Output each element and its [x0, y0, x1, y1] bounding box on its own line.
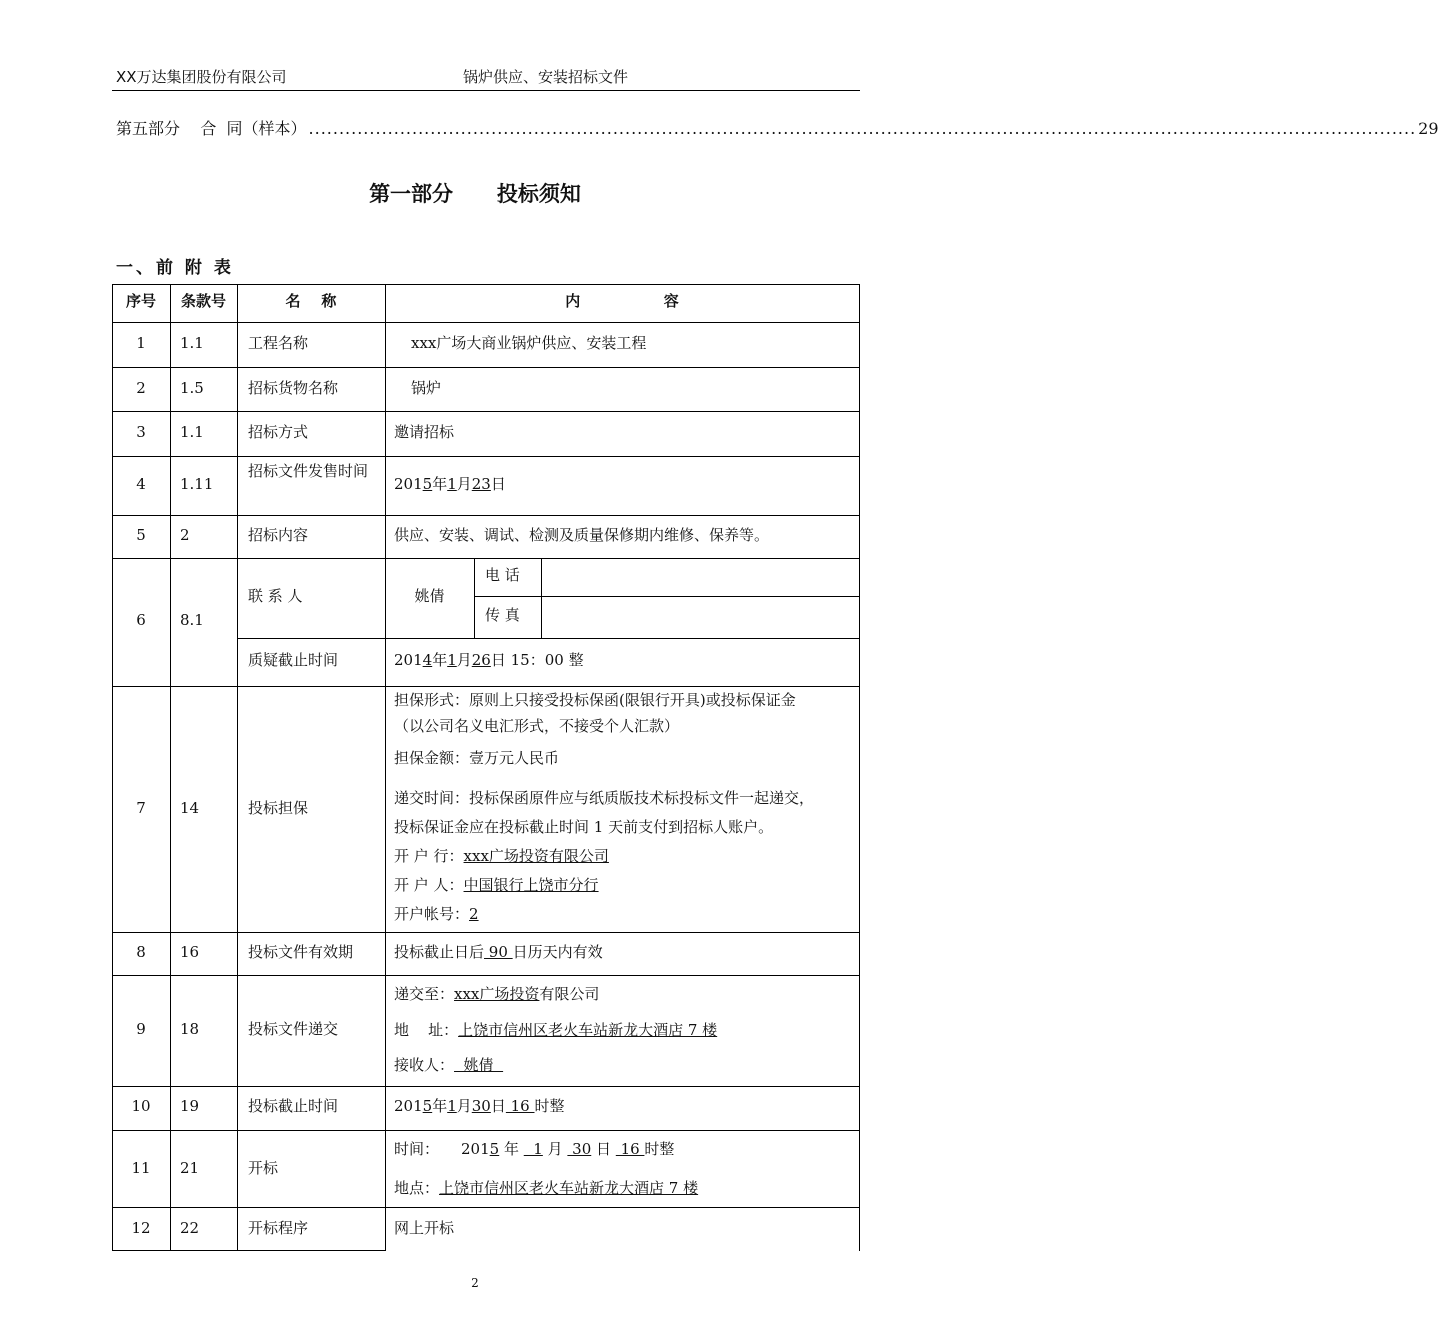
- row4-clause: 1.11: [180, 475, 214, 493]
- row6-clause: 8.1: [180, 611, 204, 629]
- row7-clause: 14: [180, 799, 200, 817]
- row7-form-2: （以公司名义电汇形式，不接受个人汇款）: [394, 717, 680, 735]
- row11-clause: 21: [180, 1159, 200, 1177]
- row9-address: 地 址：上饶市信州区老火车站新龙大酒店 7 楼: [394, 1021, 718, 1039]
- row1-no: 1: [136, 334, 146, 352]
- row7-account: 开户帐号：2: [394, 905, 479, 923]
- row11-place: 地点：上饶市信州区老火车站新龙大酒店 7 楼: [394, 1179, 699, 1197]
- toc-label: 第五部分 合 同（样本）: [116, 119, 307, 138]
- section-title: 一、前 附 表: [116, 258, 234, 278]
- row6-phone-label: 电 话: [485, 566, 520, 584]
- row6-contact-name: 姚倩: [414, 587, 445, 605]
- row11-time: 时间： 2015 年 1 月 30 日 16 时整: [394, 1140, 675, 1158]
- page-number: 2: [471, 1276, 479, 1290]
- row9-clause: 18: [180, 1020, 200, 1038]
- row6-query-deadline-label: 质疑截止时间: [248, 651, 339, 669]
- row7-time-1: 递交时间：投标保函原件应与纸质版技术标投标文件一起递交，: [394, 789, 815, 807]
- th-clause: 条款号: [180, 292, 226, 310]
- row7-holder: 开 户 人：中国银行上饶市分行: [394, 876, 599, 894]
- row3-content: 邀请招标: [394, 423, 455, 441]
- row7-bank: 开 户 行：xxx广场投资有限公司: [394, 847, 609, 865]
- row1-name: 工程名称: [248, 334, 309, 352]
- toc-entry[interactable]: [116, 116, 1439, 139]
- row3-no: 3: [136, 423, 146, 441]
- th-name: 名 称: [285, 292, 337, 310]
- row9-no: 9: [136, 1020, 146, 1038]
- row9-name: 投标文件递交: [248, 1020, 339, 1038]
- part-title: 第一部分 投标须知: [369, 182, 581, 206]
- header-rule: [112, 90, 860, 91]
- row6-query-deadline: 2014年1月26日 15：00 整: [394, 651, 584, 669]
- header-company: XX万达集团股份有限公司: [116, 68, 287, 86]
- row3-name: 招标方式: [248, 423, 309, 441]
- row8-no: 8: [136, 943, 146, 961]
- row9-deliver-to: 递交至：xxx广场投资有限公司: [394, 985, 600, 1003]
- row1-content: xxx广场大商业锅炉供应、安装工程: [411, 334, 647, 352]
- header-doc-title: 锅炉供应、安装招标文件: [463, 68, 629, 86]
- row10-no: 10: [131, 1097, 151, 1115]
- row6-contact-label: 联 系 人: [248, 587, 303, 605]
- row6-fax-label: 传 真: [485, 606, 520, 624]
- row2-content: 锅炉: [411, 379, 442, 397]
- row4-name: 招标文件发售时间: [248, 462, 369, 480]
- row10-name: 投标截止时间: [248, 1097, 339, 1115]
- toc-leader: ......................................................................................................................................................................................: [308, 119, 1417, 138]
- row7-form-1: 担保形式：原则上只接受投标保函(限银行开具)或投标保证金: [394, 691, 796, 709]
- row11-no: 11: [131, 1159, 151, 1177]
- row4-no: 4: [136, 475, 146, 493]
- row5-clause: 2: [180, 526, 190, 544]
- row5-content: 供应、安装、调试、检测及质量保修期内维修、保养等。: [394, 526, 770, 544]
- row2-no: 2: [136, 379, 146, 397]
- row4-date: 2015年1月23日: [394, 475, 506, 493]
- row12-name: 开标程序: [248, 1219, 309, 1237]
- row8-name: 投标文件有效期: [248, 943, 354, 961]
- th-content: 内 容: [565, 292, 679, 310]
- row7-name: 投标担保: [248, 799, 309, 817]
- row1-clause: 1.1: [180, 334, 204, 352]
- row8-clause: 16: [180, 943, 200, 961]
- th-no: 序号: [125, 292, 156, 310]
- row12-clause: 22: [180, 1219, 200, 1237]
- row9-receiver: 接收人： 姚倩: [394, 1056, 504, 1074]
- row5-no: 5: [136, 526, 146, 544]
- row10-deadline: 2015年1月30日 16 时整: [394, 1097, 565, 1115]
- row5-name: 招标内容: [248, 526, 309, 544]
- row2-name: 招标货物名称: [248, 379, 339, 397]
- row7-no: 7: [136, 799, 146, 817]
- row2-clause: 1.5: [180, 379, 204, 397]
- row7-time-2: 投标保证金应在投标截止时间 1 天前支付到招标人账户。: [394, 818, 774, 836]
- row7-amount: 担保金额：壹万元人民币: [394, 749, 560, 767]
- row12-no: 12: [131, 1219, 151, 1237]
- row6-no: 6: [136, 611, 146, 629]
- row11-name: 开标: [248, 1159, 279, 1177]
- toc-page: 29: [1418, 119, 1439, 138]
- row12-content: 网上开标: [394, 1219, 455, 1237]
- row8-content: 投标截止日后 90 日历天内有效: [394, 943, 603, 961]
- row3-clause: 1.1: [180, 423, 204, 441]
- row10-clause: 19: [180, 1097, 200, 1115]
